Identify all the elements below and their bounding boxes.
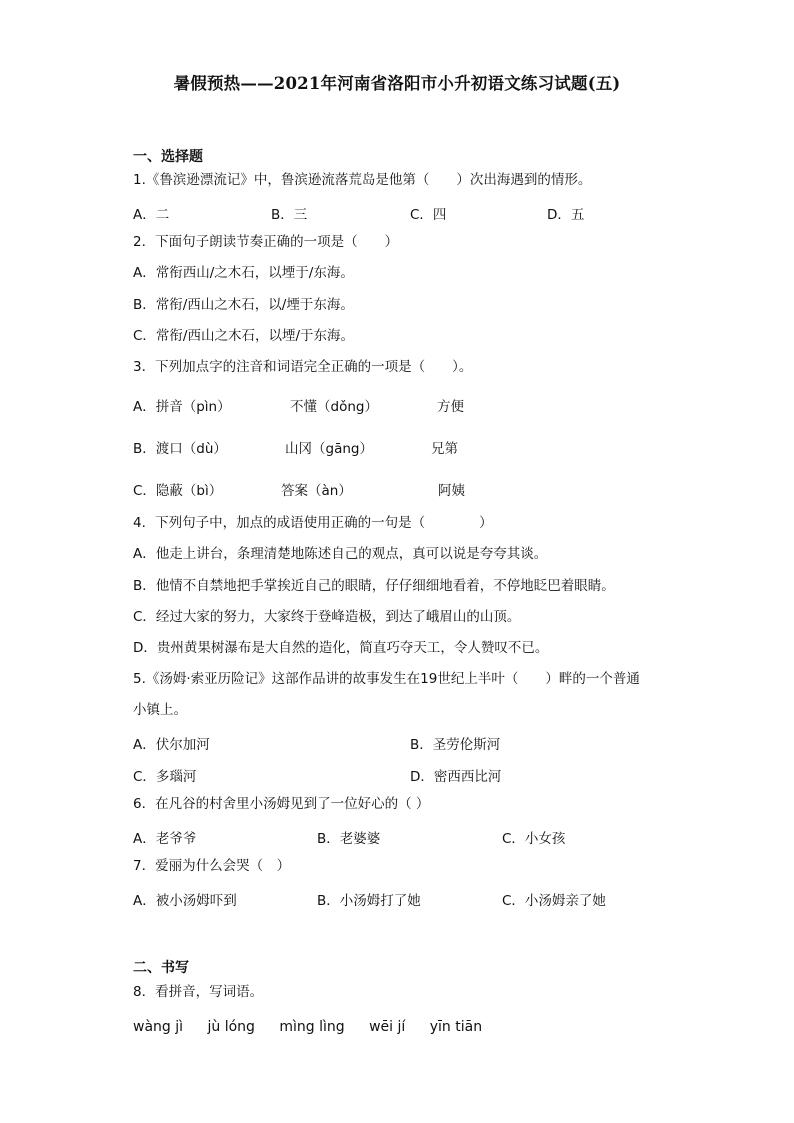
pinyin-row (133, 1019, 502, 1035)
q6-option-a: A．老爷爷 (133, 831, 197, 847)
q6-option-b: B．老婆婆 (317, 831, 381, 847)
q5-options-row-1 (133, 733, 673, 751)
q3-option-b (133, 437, 673, 455)
question-1-stem: 1.《鲁滨逊漂流记》中，鲁滨逊流落荒岛是他第（ ）次出海遇到的情形。 (133, 172, 592, 188)
q7-option-b: B．小汤姆打了她 (317, 893, 421, 909)
q7-option-a: A．被小汤姆吓到 (133, 893, 237, 909)
q5-option-c: C．多瑙河 (133, 769, 197, 785)
q4-option-a: A．他走上讲台，条理清楚地陈述自己的观点，真可以说是夸夸其谈。 (133, 546, 548, 562)
section-heading-writing: 二、书写 (133, 960, 189, 976)
q4-option-c: C．经过大家的努力，大家终于登峰造极，到达了峨眉山的山顶。 (133, 609, 521, 625)
pinyin-word: jù lóng (207, 1019, 255, 1035)
question-2-stem: 2．下面句子朗读节奏正确的一项是（ ） (133, 234, 399, 250)
question-5-stem-cont: 小镇上。 (133, 702, 187, 718)
page-title: 暑假预热——2021年河南省洛阳市小升初语文练习试题(五) (173, 74, 621, 93)
question-6-stem: 6．在凡谷的村舍里小汤姆见到了一位好心的（ ） (133, 796, 430, 812)
section-heading-choice: 一、选择题 (133, 149, 203, 165)
pinyin-word: mìng lìng (279, 1019, 345, 1035)
q5-option-b: B．圣劳伦斯河 (410, 737, 501, 753)
q6-option-c: C．小女孩 (502, 831, 566, 847)
question-8-stem: 8．看拼音，写词语。 (133, 984, 264, 1000)
pinyin-word: wàng jì (133, 1019, 184, 1035)
q1-option-a: A．二 (133, 207, 170, 223)
q3-b-word-3: 兄第 (431, 441, 458, 457)
q3-a-word-2: 不懂（dǒng） (290, 399, 378, 415)
q3-a-word-3: 方便 (437, 399, 464, 415)
q1-option-b: B．三 (271, 207, 308, 223)
question-4-stem: 4．下列句子中，加点的成语使用正确的一句是（ ） (133, 515, 493, 531)
q2-option-a: A．常衔西山/之木石，以堙于/东海。 (133, 265, 354, 281)
q3-c-word-1: C．隐蔽（bì） (133, 483, 223, 499)
question-6-options (133, 827, 673, 845)
question-1-options (133, 203, 673, 221)
q3-c-word-2: 答案（àn） (281, 483, 352, 499)
q3-option-c (133, 479, 673, 497)
q5-options-row-2 (133, 765, 673, 783)
q1-option-c: C．四 (410, 207, 447, 223)
q3-b-word-2: 山冈（gāng） (285, 441, 373, 457)
q3-a-word-1: A．拼音（pìn） (133, 399, 231, 415)
q2-option-b: B．常衔/西山之木石，以/堙于东海。 (133, 297, 354, 313)
q3-c-word-3: 阿姨 (438, 483, 465, 499)
q3-b-word-1: B．渡口（dù） (133, 441, 227, 457)
q5-option-d: D．密西西比河 (410, 769, 502, 785)
q1-option-d: D．五 (547, 207, 585, 223)
q4-option-d: D．贵州黄果树瀑布是大自然的造化，简直巧夺天工，令人赞叹不已。 (133, 640, 549, 656)
q7-option-c: C．小汤姆亲了她 (502, 893, 606, 909)
q5-option-a: A．伏尔加河 (133, 737, 210, 753)
pinyin-word: wēi jí (369, 1019, 406, 1035)
question-3-stem: 3．下列加点字的注音和词语完全正确的一项是（ ）。 (133, 359, 473, 375)
q2-option-c: C．常衔/西山之木石，以堙/于东海。 (133, 328, 355, 344)
question-5-stem: 5.《汤姆·索亚历险记》这部作品讲的故事发生在19世纪上半叶（ ）畔的一个普通 (133, 671, 640, 687)
question-7-options (133, 889, 673, 907)
pinyin-word: yīn tiān (429, 1019, 483, 1035)
q4-option-b: B．他情不自禁地把手掌挨近自己的眼睛，仔仔细细地看着，不停地眨巴着眼睛。 (133, 578, 615, 594)
question-7-stem: 7．爱丽为什么会哭（ ） (133, 858, 291, 874)
q3-option-a (133, 395, 673, 413)
